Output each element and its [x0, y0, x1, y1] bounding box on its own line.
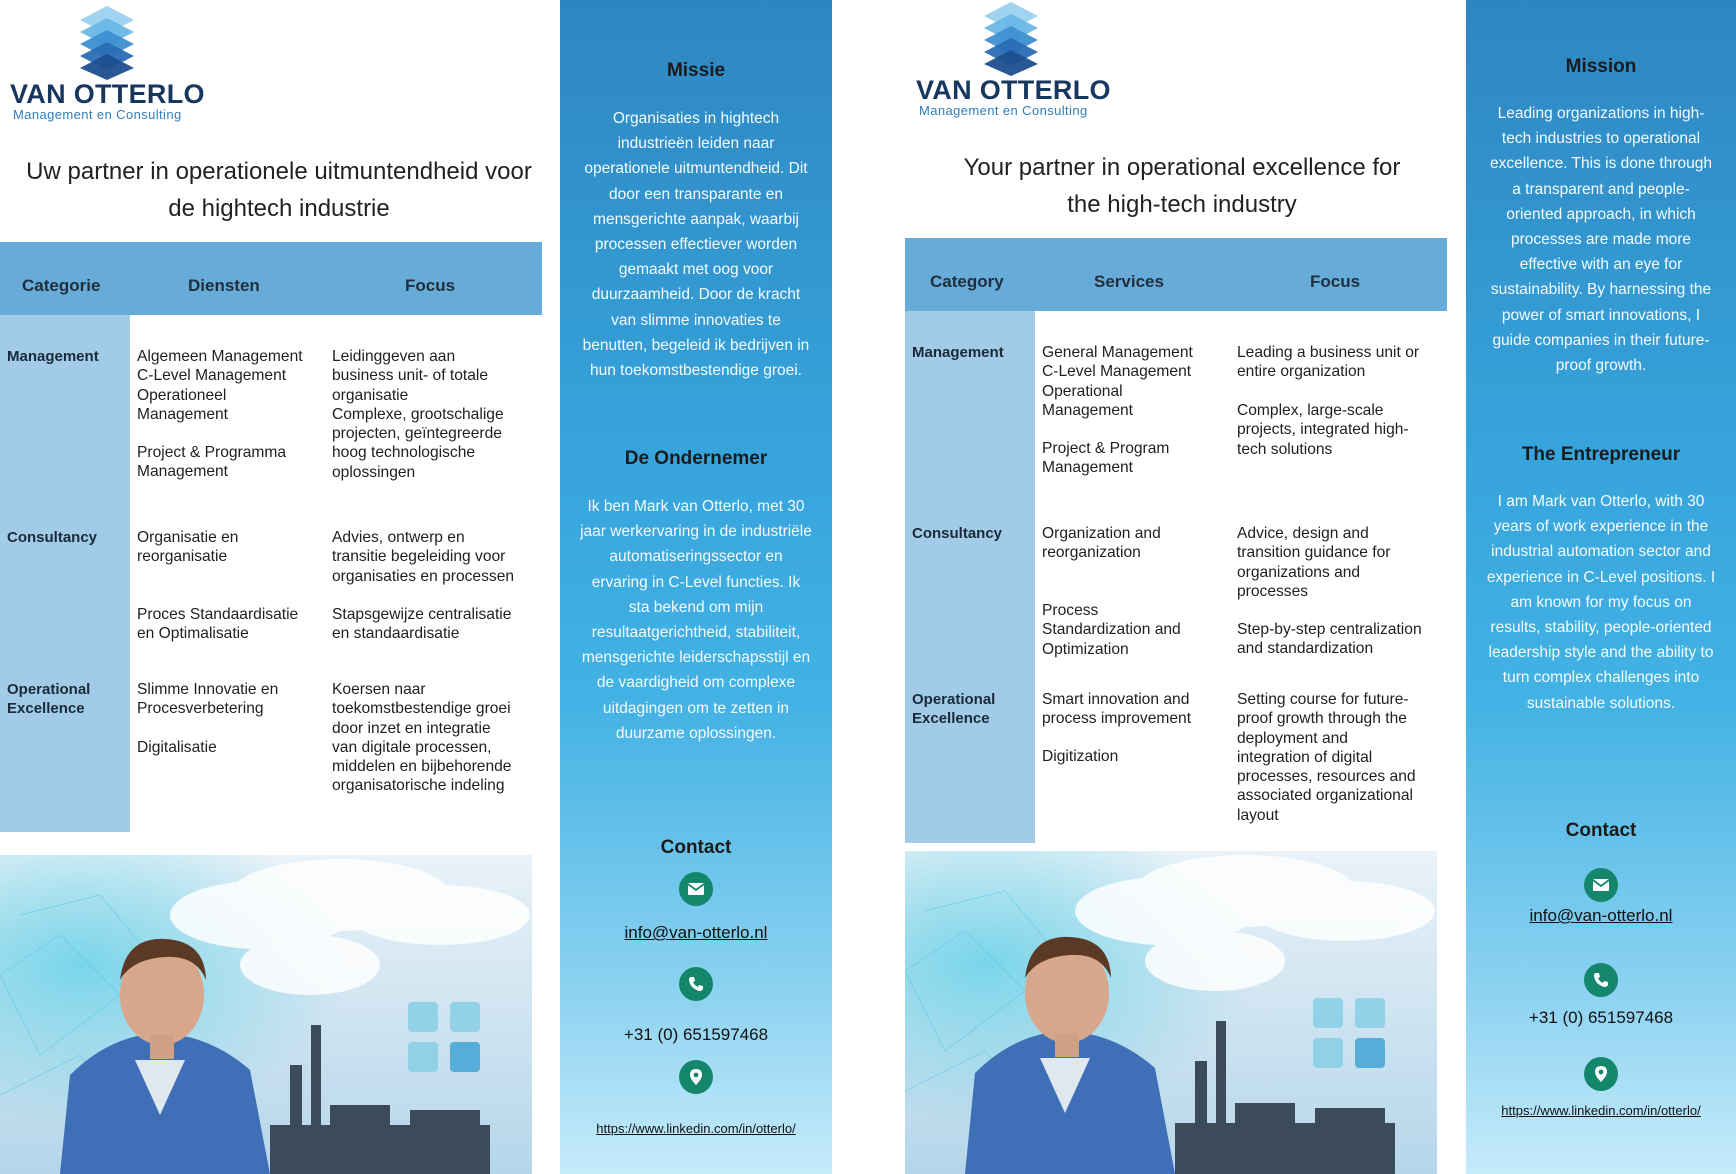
en-email-link[interactable]: info@van-otterlo.nl: [1529, 906, 1673, 925]
table-cell: Step-by-step centralization and standardization: [1237, 621, 1422, 658]
nl-portrait-photo: [0, 855, 532, 1174]
category-column: [0, 315, 130, 832]
nl-flyer-side: [560, 0, 832, 1174]
table-cell: Complex, large-scale projects, integrated high- tech solutions: [1237, 402, 1409, 458]
table-cell: Organization and reorganization: [1042, 525, 1161, 562]
table-cell: Advice, design and transition guidance for organizations and processes: [1237, 525, 1391, 600]
table-cell: Digitalisatie: [137, 739, 217, 756]
table-cell: Project & Programma Management: [137, 444, 287, 481]
nl-entrepreneur-text: Ik ben Mark van Otterlo, met 30 jaar werkervaring in de industriële automatiseringssector en ervaring in C-Level functies. Ik sta bekend om mijn resultaatgerichtheid, stabiliteit, mensgerichte leiderschapsstijl en de vaardigheid om complexe uitdagingen om te zetten in duurzame oplossingen.: [580, 498, 812, 742]
phone-icon: [679, 967, 713, 1001]
table-header: [905, 238, 1447, 311]
brand-name: VAN OTTERLO: [916, 75, 1111, 105]
table-cell: Algemeen Management C-Level Management Operationeel Management: [137, 348, 303, 423]
table-cell: Stapsgewijze centralisatie en standaardisatie: [332, 606, 512, 643]
brand-tagline: Management en Consulting: [919, 103, 1088, 118]
table-cell: Leidinggeven aan business unit- of totale organisatie Complexe, grootschalige projecten, geïntegreerde hoog technologische oplossingen: [332, 348, 504, 481]
map-pin-icon: [1584, 1057, 1618, 1091]
en-entrepreneur-title: The Entrepreneur: [1521, 444, 1681, 465]
category-operational-excellence: Operational Excellence: [912, 691, 996, 727]
table-cell: Slimme Innovatie en Procesverbetering: [137, 681, 279, 718]
header-category: Category: [930, 272, 1004, 291]
en-mission-title: Mission: [1565, 56, 1637, 77]
brand-name: VAN OTTERLO: [10, 79, 205, 109]
phone-icon: [1584, 963, 1618, 997]
nl-services-table: [0, 242, 542, 832]
map-pin-icon: [679, 1060, 713, 1094]
nl-linkedin-link[interactable]: https://www.linkedin.com/in/otterlo/: [596, 1121, 796, 1136]
nl-headline: [14, 153, 544, 227]
category-management: Management: [7, 348, 99, 365]
nl-logo: [10, 4, 205, 122]
table-cell: General Management C-Level Management Operational Management: [1042, 344, 1193, 419]
en-contact-title: Contact: [1565, 820, 1637, 841]
table-cell: Digitization: [1042, 748, 1119, 765]
brand-tagline: Management en Consulting: [13, 107, 182, 122]
en-mission-text: Leading organizations in high-tech industries to operational excellence. This is done through a transparent and people-oriented approach, in which processes are made more effective with an eye for sustainability. By harnessing the power of smart innovations, I guide companies in their future-proof growth.: [1489, 105, 1713, 375]
header-services: Services: [1094, 272, 1164, 291]
en-entrepreneur-text: I am Mark van Otterlo, with 30 years of work experience in the industrial automation sector and experience in C-Level positions. I am known for my focus on results, stability, people-oriented leadership style and the ability to turn complex challenges into sustainable solutions.: [1486, 493, 1716, 712]
nl-email-link[interactable]: info@van-otterlo.nl: [624, 923, 768, 942]
nl-headline-line1: Uw partner in operationele uitmuntendheid voor: [26, 158, 532, 185]
category-management: Management: [912, 344, 1004, 361]
industrial-scene-illustration: [905, 851, 1437, 1174]
en-phone: +31 (0) 651597468: [1528, 1008, 1674, 1027]
table-cell: Process Standardization and Optimization: [1042, 602, 1181, 658]
table-cell: Koersen naar toekomstbestendige groei door inzet en integratie van digitale processen, middelen en bijbehorende organisatorische indeling: [332, 681, 512, 795]
en-headline: [912, 149, 1452, 223]
nl-entrepreneur-title: De Ondernemer: [624, 448, 768, 469]
nl-mission-title: Missie: [666, 60, 726, 81]
nl-contact-title: Contact: [660, 837, 732, 858]
category-consultancy: Consultancy: [912, 525, 1003, 542]
industrial-scene-illustration: [0, 855, 532, 1174]
table-cell: Setting course for future- proof growth through the deployment and integration of digital processes, resources and associated organizational layout: [1237, 691, 1416, 824]
table-cell: Proces Standaardisatie en Optimalisatie: [137, 606, 299, 643]
nl-phone: +31 (0) 651597468: [623, 1025, 769, 1044]
table-header: [0, 242, 542, 315]
en-flyer-side: [1466, 0, 1736, 1174]
table-cell: Advies, ontwerp en transitie begeleiding voor organisaties en processen: [332, 529, 515, 585]
header-focus: Focus: [1310, 272, 1361, 291]
nl-headline-line2: de hightech industrie: [168, 195, 390, 222]
header-category: Categorie: [22, 276, 101, 295]
category-operational-excellence: Operational Excellence: [7, 681, 91, 717]
envelope-icon: [679, 872, 713, 906]
en-linkedin-link[interactable]: https://www.linkedin.com/in/otterlo/: [1501, 1103, 1701, 1118]
table-cell: Leading a business unit or entire organization: [1237, 344, 1420, 381]
table-cell: Smart innovation and process improvement: [1042, 691, 1192, 728]
en-logo: [916, 0, 1111, 118]
logo-cube-icon: [72, 4, 142, 80]
table-cell: Project & Program Management: [1042, 440, 1170, 477]
category-column: [905, 311, 1035, 843]
en-flyer-front: [832, 0, 1466, 1174]
logo-cube-icon: [976, 0, 1046, 76]
table-cell: Organisatie en reorganisatie: [137, 529, 239, 566]
en-headline-line1: Your partner in operational excellence for: [963, 154, 1401, 181]
header-services: Diensten: [188, 276, 260, 295]
nl-flyer-front: [0, 0, 560, 1174]
category-consultancy: Consultancy: [7, 529, 98, 546]
en-portrait-photo: [905, 851, 1437, 1174]
header-focus: Focus: [405, 276, 456, 295]
nl-mission-text: Organisaties in hightech industrieën leiden naar operationele uitmuntendheid. Dit door een transparante en mensgerichte aanpak, waarbij processen effectiever worden gemaakt met oog voor duurzaamheid. Door de kracht van slimme innovaties te benutten, begeleid ik bedrijven in hun toekomstbestendige groei.: [582, 110, 810, 380]
envelope-icon: [1584, 868, 1618, 902]
en-services-table: [905, 238, 1447, 843]
en-headline-line2: the high-tech industry: [1067, 191, 1297, 218]
